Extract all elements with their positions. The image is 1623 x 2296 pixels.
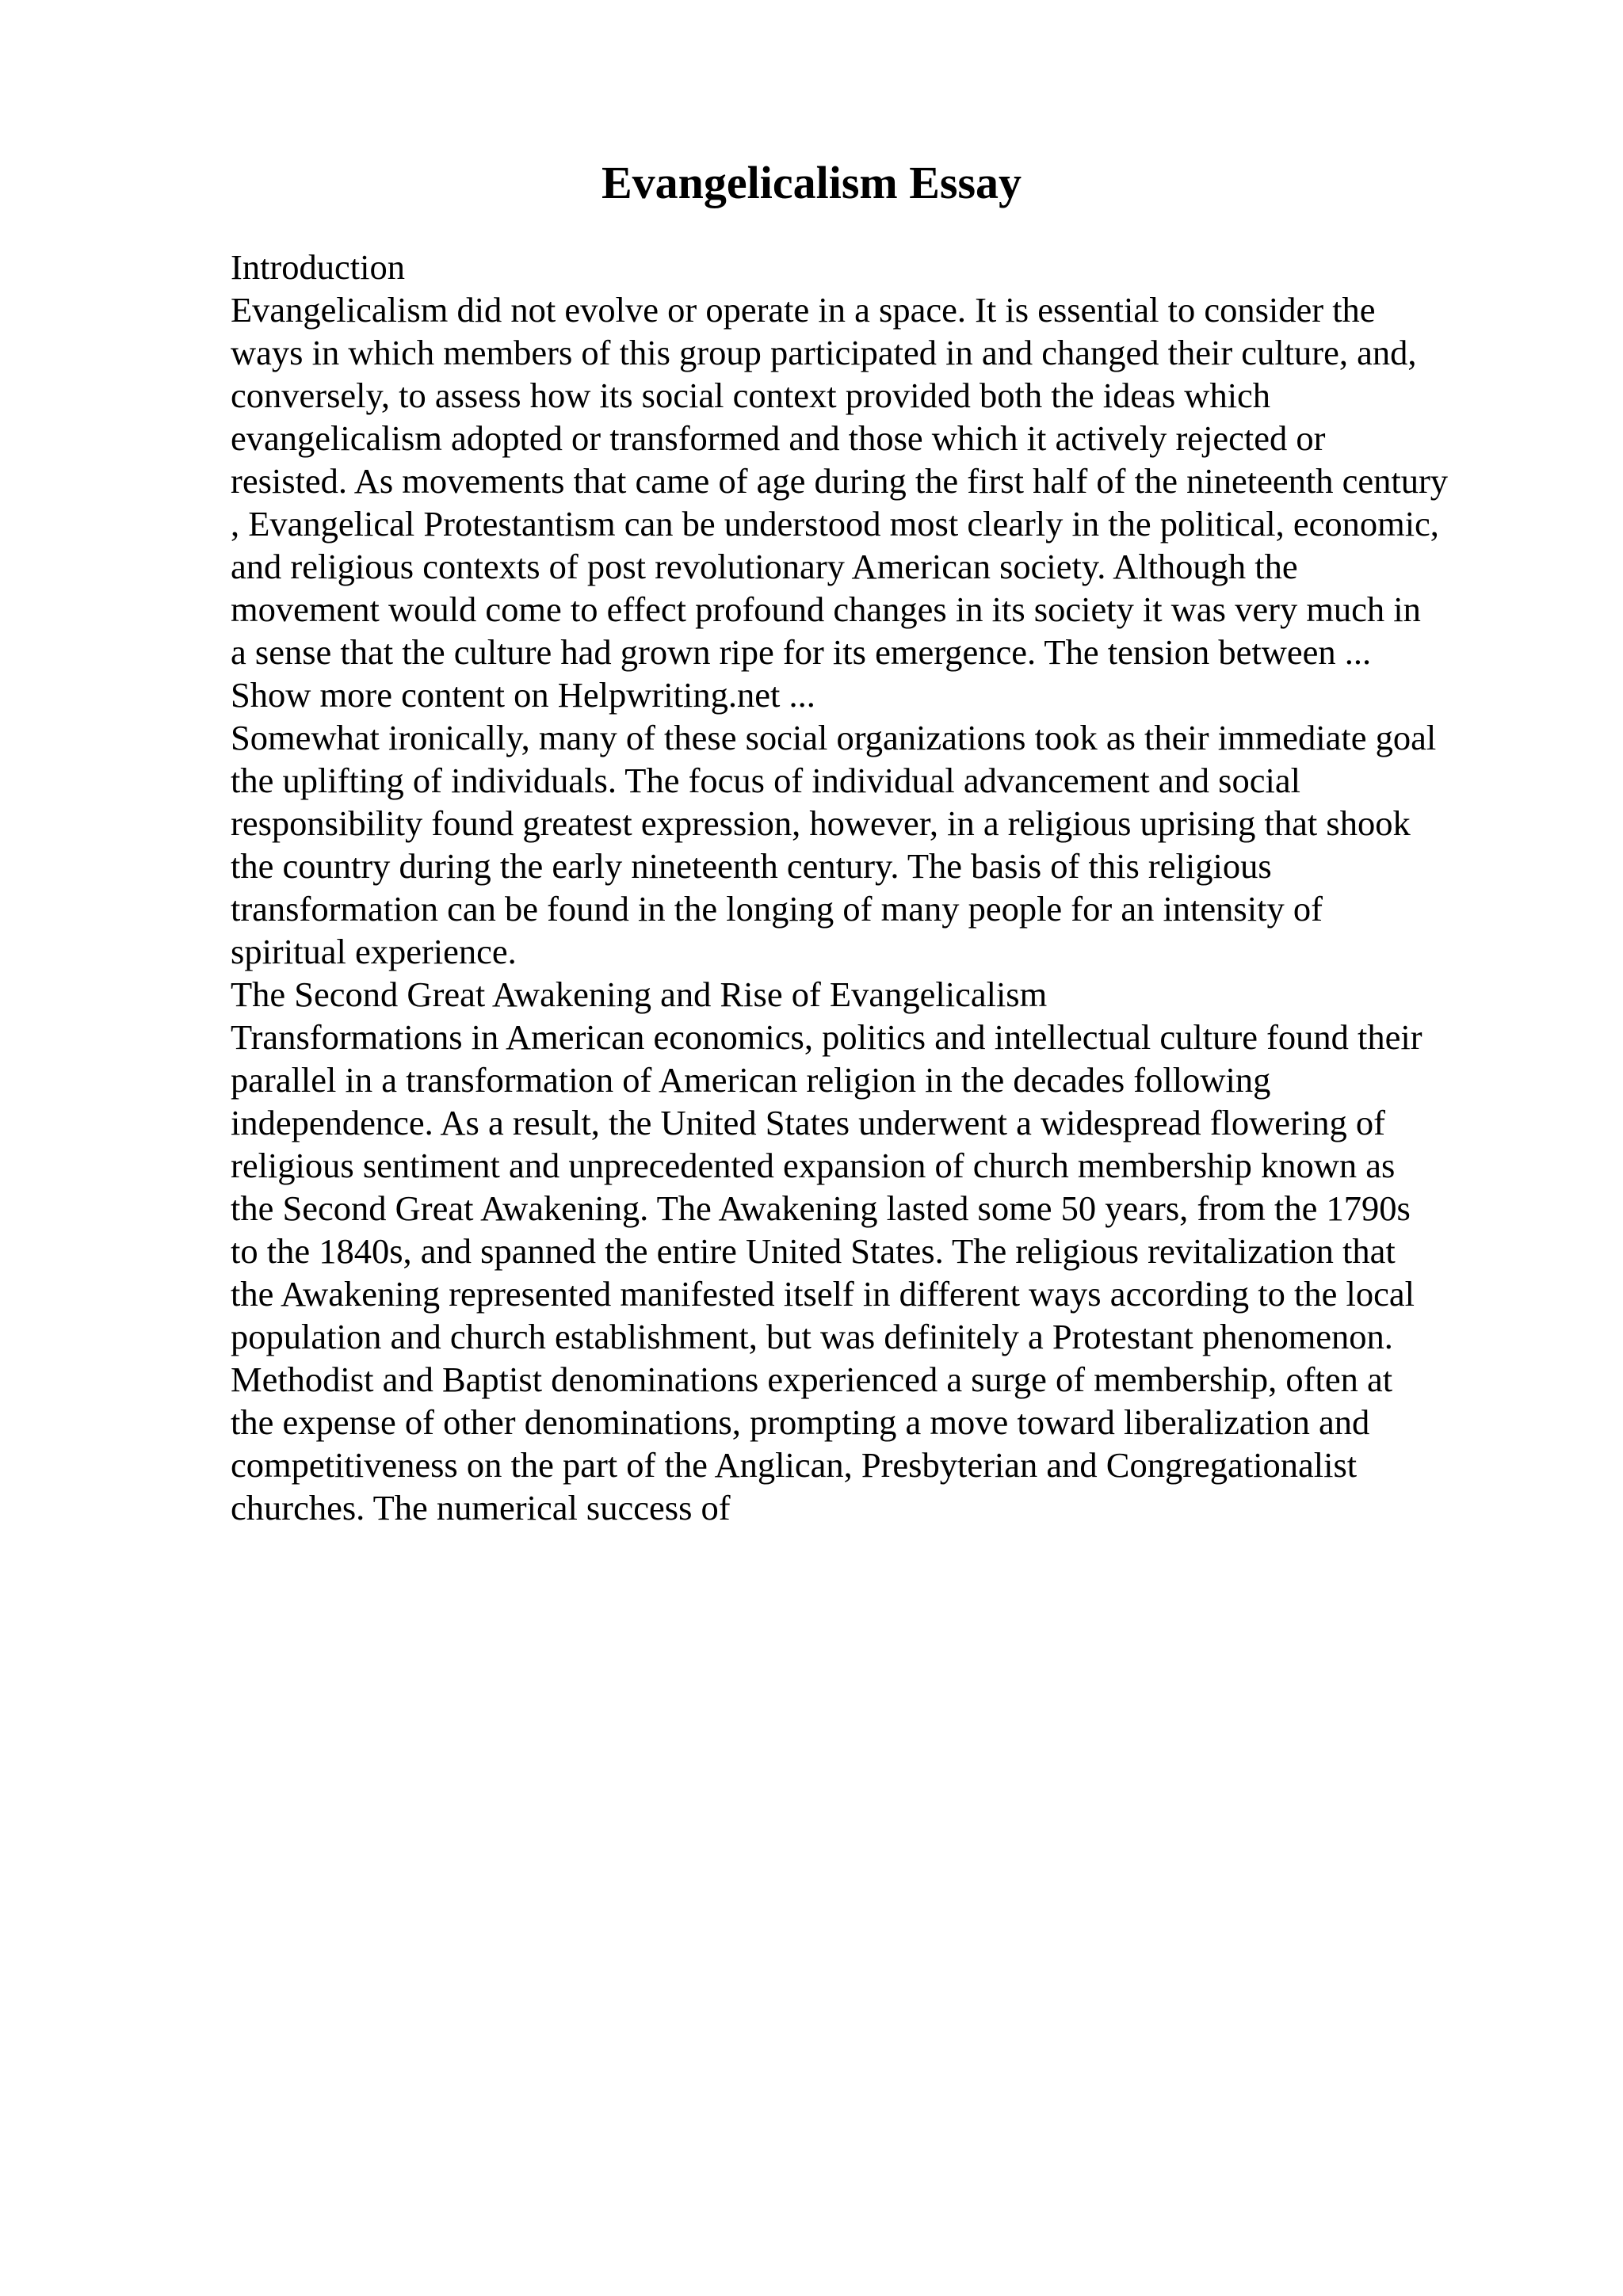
body-line: the uplifting of individuals. The focus of individual advancement and social [231, 761, 1300, 800]
body-line: transformation can be found in the longing of many people for an intensity of [231, 889, 1323, 929]
body-line: the Second Great Awakening. The Awakening lasted some 50 years, from the 1790s [231, 1188, 1411, 1228]
show-more-line: Show more content on Helpwriting.net ... [231, 675, 815, 715]
body-line: and religious contexts of post revolutionary American society. Although the [231, 547, 1298, 586]
body-line-introduction-heading: Introduction [231, 247, 405, 287]
body-line: Somewhat ironically, many of these social organizations took as their immediate goal [231, 718, 1437, 757]
body-line: Evangelicalism did not evolve or operate in a space. It is essential to consider the [231, 290, 1376, 330]
body-line: ways in which members of this group participated in and changed their culture, and, [231, 333, 1417, 372]
body-line: movement would come to effect profound changes in its society it was very much in [231, 589, 1421, 629]
body-line: conversely, to assess how its social context provided both the ideas which [231, 376, 1271, 415]
body-line: responsibility found greatest expression, however, in a religious uprising that shook [231, 803, 1411, 843]
document-body [231, 246, 1530, 1529]
document-title: Evangelicalism Essay [601, 157, 1022, 208]
body-line-section-heading: The Second Great Awakening and Rise of Evangelicalism [231, 974, 1048, 1014]
body-line: to the 1840s, and spanned the entire United States. The religious revitalization that [231, 1231, 1396, 1271]
body-line: Transformations in American economics, politics and intellectual culture found their [231, 1017, 1423, 1057]
body-line: the Awakening represented manifested itself in different ways according to the local [231, 1274, 1415, 1314]
body-line: churches. The numerical success of [231, 1488, 731, 1527]
body-line: , Evangelical Protestantism can be understood most clearly in the political, economic, [231, 504, 1439, 543]
body-line: resisted. As movements that came of age during the first half of the nineteenth century [231, 461, 1449, 501]
body-line: the country during the early nineteenth century. The basis of this religious [231, 846, 1272, 886]
body-line: population and church establishment, but was definitely a Protestant phenomenon. [231, 1317, 1393, 1356]
body-line: a sense that the culture had grown ripe for its emergence. The tension between ... [231, 632, 1372, 672]
body-line: evangelicalism adopted or transformed and those which it actively rejected or [231, 418, 1326, 458]
body-line: the expense of other denominations, prompting a move toward liberalization and [231, 1402, 1370, 1442]
body-line: independence. As a result, the United States underwent a widespread flowering of [231, 1103, 1385, 1142]
body-line: spiritual experience. [231, 932, 517, 971]
body-line: parallel in a transformation of American religion in the decades following [231, 1060, 1271, 1100]
body-line: Methodist and Baptist denominations experienced a surge of membership, often at [231, 1360, 1393, 1399]
body-line: competitiveness on the part of the Anglican, Presbyterian and Congregationalist [231, 1445, 1358, 1485]
body-line: religious sentiment and unprecedented expansion of church membership known as [231, 1146, 1396, 1185]
